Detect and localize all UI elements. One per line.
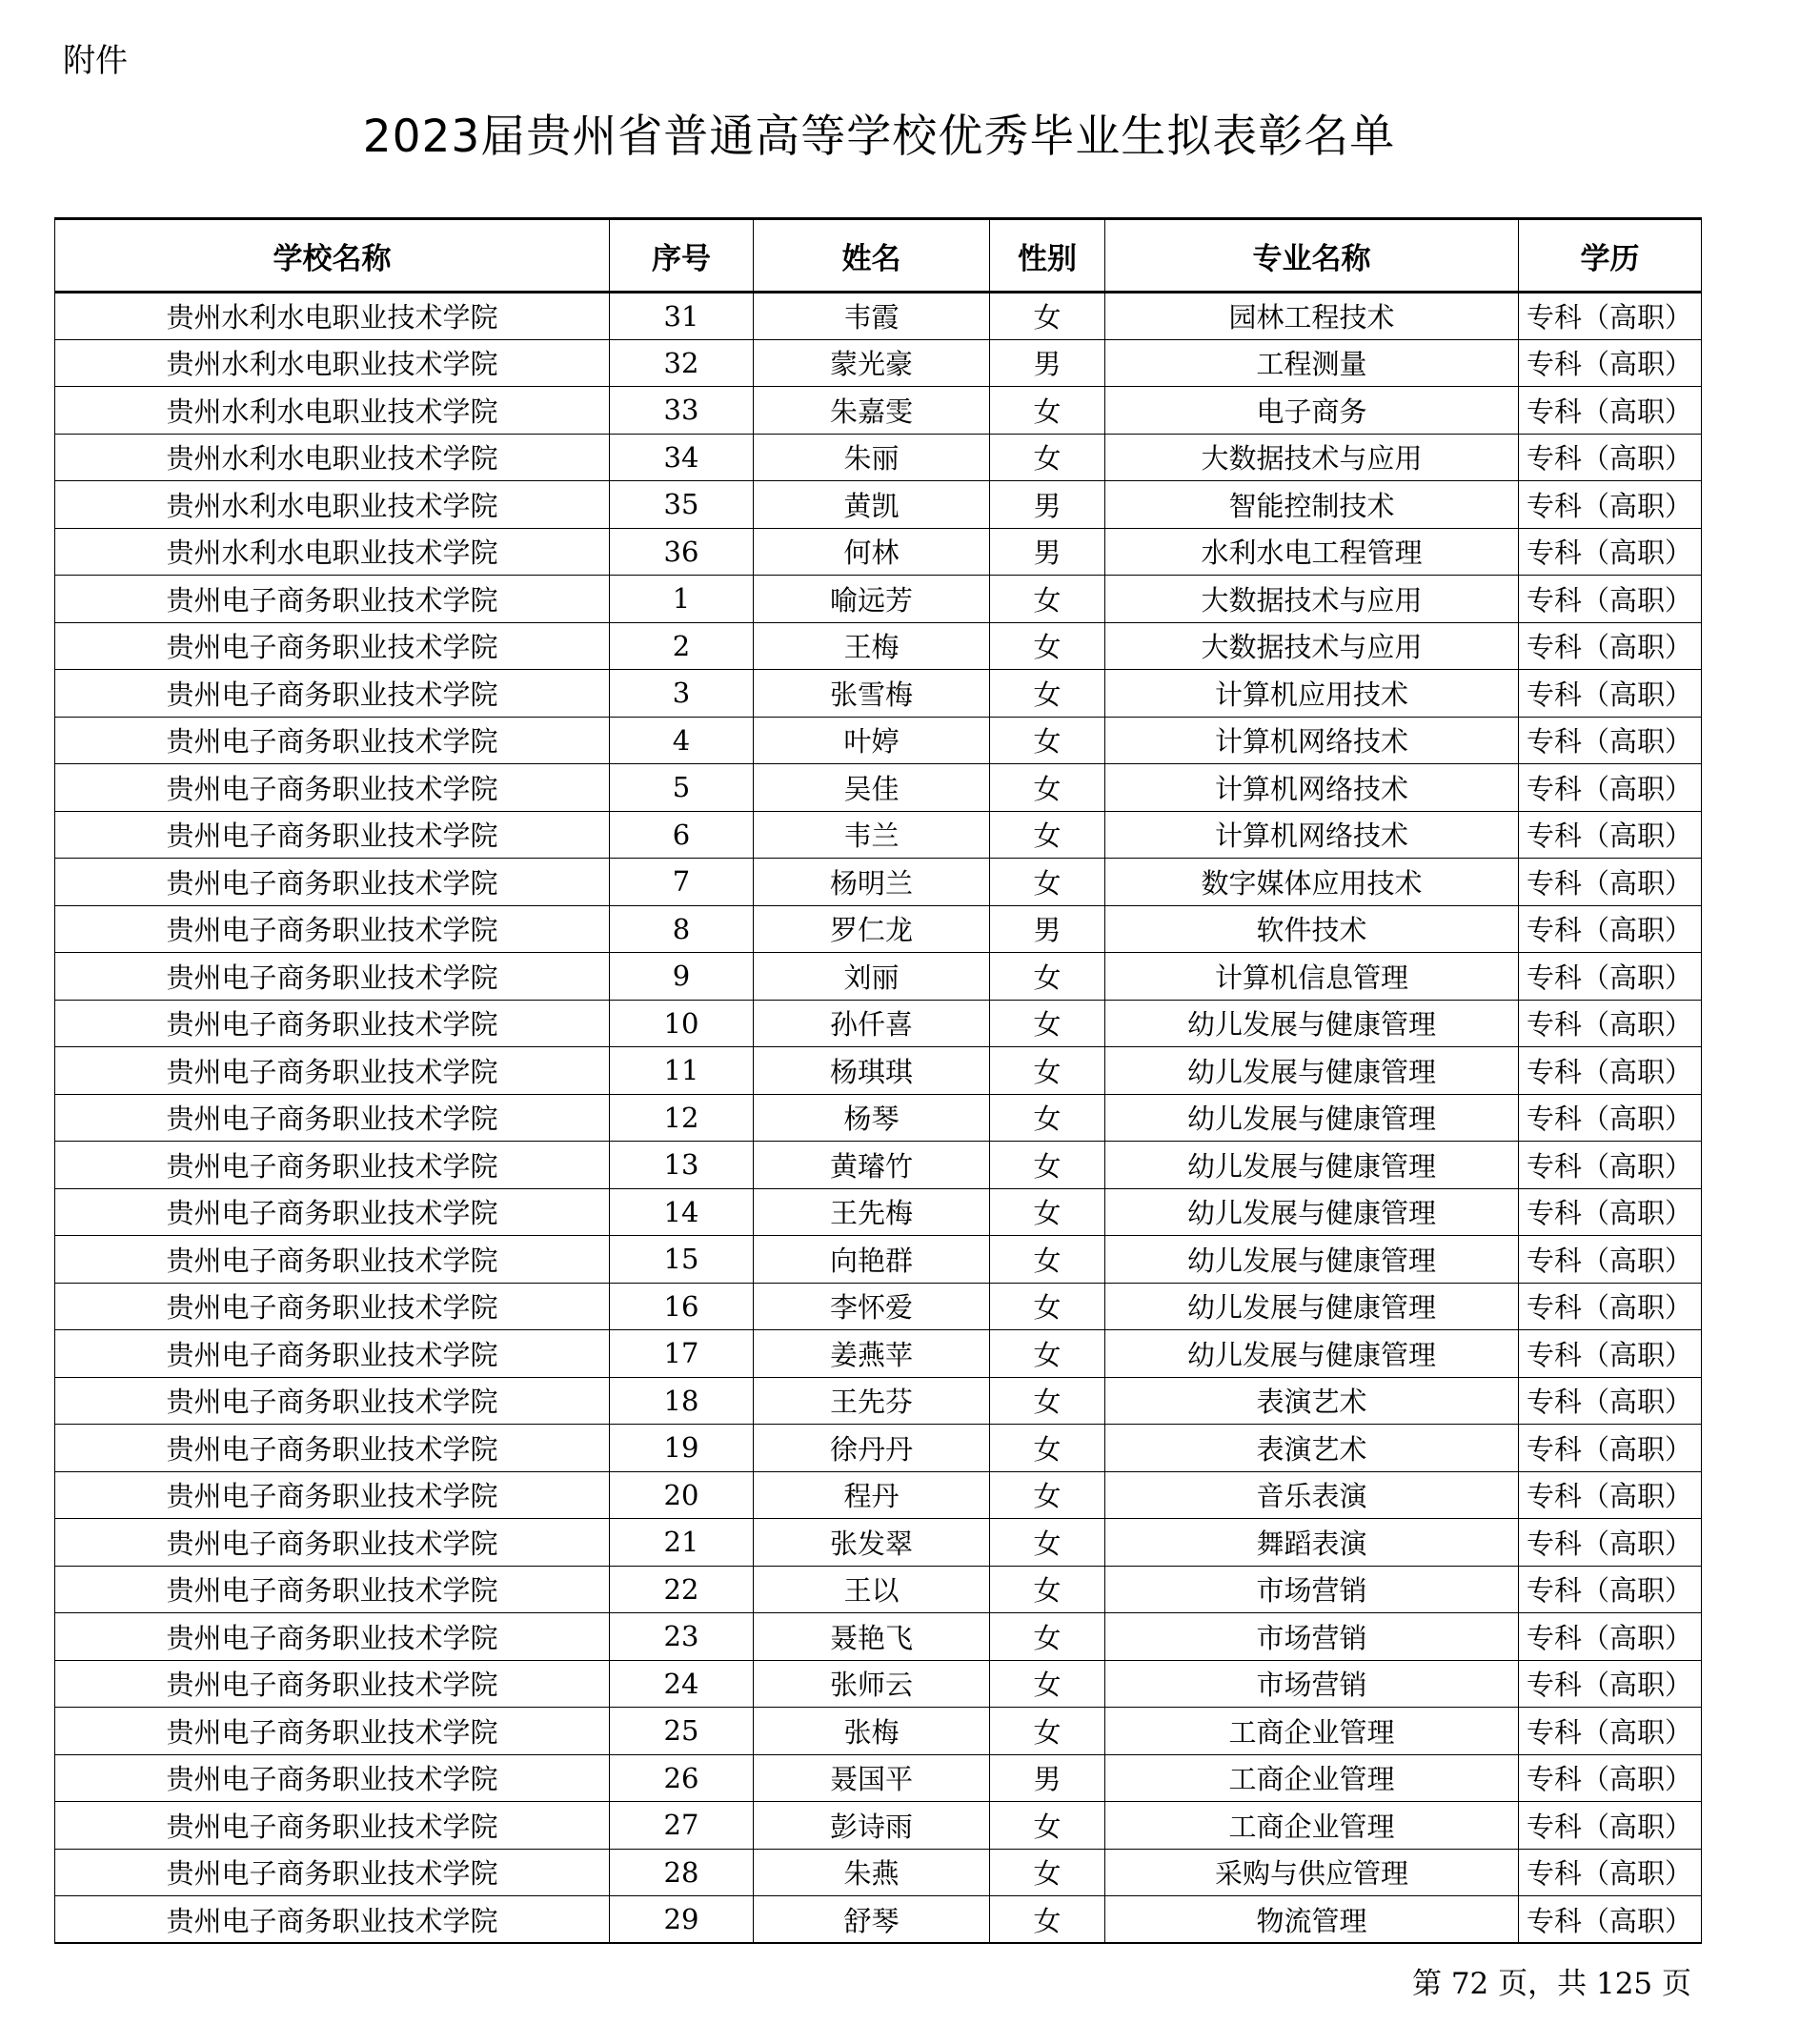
school-name-cell: 贵州电子商务职业技术学院: [55, 1802, 610, 1850]
table-row: [55, 434, 1702, 481]
serial-number-cell: 20: [610, 1471, 754, 1519]
table-row: [55, 1283, 1702, 1330]
serial-number-cell: 4: [610, 717, 754, 764]
student-name-cell: 朱丽: [754, 434, 990, 481]
table-row: [55, 1519, 1702, 1567]
degree-cell: 专科（高职）: [1519, 1000, 1702, 1047]
school-name-cell: 贵州电子商务职业技术学院: [55, 1425, 610, 1472]
gender-cell: 女: [990, 1613, 1105, 1661]
header-major: 专业名称: [1105, 219, 1519, 293]
school-name-cell: 贵州电子商务职业技术学院: [55, 1236, 610, 1284]
header-row: [55, 219, 1702, 293]
gender-cell: 男: [990, 1754, 1105, 1802]
gender-cell: 女: [990, 387, 1105, 435]
degree-cell: 专科（高职）: [1519, 1849, 1702, 1896]
major-cell: 表演艺术: [1105, 1425, 1519, 1472]
table-row: [55, 1330, 1702, 1378]
serial-number-cell: 27: [610, 1802, 754, 1850]
school-name-cell: 贵州电子商务职业技术学院: [55, 1566, 610, 1613]
school-name-cell: 贵州电子商务职业技术学院: [55, 905, 610, 953]
gender-cell: 女: [990, 1000, 1105, 1047]
table-row: [55, 1708, 1702, 1755]
table-row: [55, 1236, 1702, 1284]
table-body: [55, 293, 1702, 1944]
student-name-cell: 蒙光豪: [754, 339, 990, 387]
school-name-cell: 贵州电子商务职业技术学院: [55, 764, 610, 812]
student-name-cell: 王以: [754, 1566, 990, 1613]
student-name-cell: 吴佳: [754, 764, 990, 812]
table-row: [55, 1000, 1702, 1047]
school-name-cell: 贵州电子商务职业技术学院: [55, 1660, 610, 1708]
serial-number-cell: 25: [610, 1708, 754, 1755]
table-row: [55, 1471, 1702, 1519]
serial-number-cell: 21: [610, 1519, 754, 1567]
degree-cell: 专科（高职）: [1519, 293, 1702, 340]
header-school-name: 学校名称: [55, 219, 610, 293]
student-name-cell: 喻远芳: [754, 576, 990, 623]
degree-cell: 专科（高职）: [1519, 1613, 1702, 1661]
major-cell: 幼儿发展与健康管理: [1105, 1188, 1519, 1236]
header-serial-number: 序号: [610, 219, 754, 293]
school-name-cell: 贵州电子商务职业技术学院: [55, 1613, 610, 1661]
serial-number-cell: 2: [610, 622, 754, 670]
major-cell: 幼儿发展与健康管理: [1105, 1142, 1519, 1189]
major-cell: 市场营销: [1105, 1660, 1519, 1708]
degree-cell: 专科（高职）: [1519, 905, 1702, 953]
school-name-cell: 贵州电子商务职业技术学院: [55, 1708, 610, 1755]
table-header: [55, 219, 1702, 293]
serial-number-cell: 9: [610, 953, 754, 1001]
school-name-cell: 贵州水利水电职业技术学院: [55, 434, 610, 481]
school-name-cell: 贵州电子商务职业技术学院: [55, 670, 610, 718]
school-name-cell: 贵州电子商务职业技术学院: [55, 1896, 610, 1944]
table-row: [55, 339, 1702, 387]
serial-number-cell: 18: [610, 1377, 754, 1425]
table-row: [55, 905, 1702, 953]
degree-cell: 专科（高职）: [1519, 1142, 1702, 1189]
degree-cell: 专科（高职）: [1519, 1519, 1702, 1567]
student-name-cell: 黄璿竹: [754, 1142, 990, 1189]
student-name-cell: 杨琴: [754, 1094, 990, 1142]
degree-cell: 专科（高职）: [1519, 717, 1702, 764]
major-cell: 大数据技术与应用: [1105, 576, 1519, 623]
gender-cell: 女: [990, 670, 1105, 718]
gender-cell: 女: [990, 576, 1105, 623]
student-name-cell: 王先芬: [754, 1377, 990, 1425]
degree-cell: 专科（高职）: [1519, 1708, 1702, 1755]
student-name-cell: 王先梅: [754, 1188, 990, 1236]
major-cell: 大数据技术与应用: [1105, 434, 1519, 481]
gender-cell: 男: [990, 905, 1105, 953]
gender-cell: 女: [990, 1660, 1105, 1708]
degree-cell: 专科（高职）: [1519, 764, 1702, 812]
school-name-cell: 贵州电子商务职业技术学院: [55, 1142, 610, 1189]
school-name-cell: 贵州电子商务职业技术学院: [55, 1754, 610, 1802]
degree-cell: 专科（高职）: [1519, 1330, 1702, 1378]
school-name-cell: 贵州电子商务职业技术学院: [55, 622, 610, 670]
serial-number-cell: 34: [610, 434, 754, 481]
table-row: [55, 1377, 1702, 1425]
student-name-cell: 黄凯: [754, 481, 990, 529]
major-cell: 大数据技术与应用: [1105, 622, 1519, 670]
gender-cell: 女: [990, 1142, 1105, 1189]
degree-cell: 专科（高职）: [1519, 1802, 1702, 1850]
table-row: [55, 528, 1702, 576]
gender-cell: 女: [990, 1896, 1105, 1944]
degree-cell: 专科（高职）: [1519, 1094, 1702, 1142]
school-name-cell: 贵州电子商务职业技术学院: [55, 859, 610, 906]
school-name-cell: 贵州水利水电职业技术学院: [55, 528, 610, 576]
gender-cell: 女: [990, 434, 1105, 481]
student-name-cell: 姜燕苹: [754, 1330, 990, 1378]
table-row: [55, 1566, 1702, 1613]
serial-number-cell: 22: [610, 1566, 754, 1613]
degree-cell: 专科（高职）: [1519, 1896, 1702, 1944]
table-row: [55, 859, 1702, 906]
degree-cell: 专科（高职）: [1519, 481, 1702, 529]
table-row: [55, 1660, 1702, 1708]
degree-cell: 专科（高职）: [1519, 670, 1702, 718]
gender-cell: 男: [990, 339, 1105, 387]
table-row: [55, 1188, 1702, 1236]
table-row: [55, 670, 1702, 718]
student-name-cell: 韦霞: [754, 293, 990, 340]
major-cell: 音乐表演: [1105, 1471, 1519, 1519]
student-name-cell: 孙仟喜: [754, 1000, 990, 1047]
gender-cell: 女: [990, 717, 1105, 764]
table-row: [55, 293, 1702, 340]
major-cell: 计算机应用技术: [1105, 670, 1519, 718]
student-name-cell: 张师云: [754, 1660, 990, 1708]
table-row: [55, 953, 1702, 1001]
degree-cell: 专科（高职）: [1519, 1425, 1702, 1472]
gender-cell: 女: [990, 1330, 1105, 1378]
serial-number-cell: 13: [610, 1142, 754, 1189]
school-name-cell: 贵州电子商务职业技术学院: [55, 1000, 610, 1047]
table-row: [55, 1142, 1702, 1189]
student-name-cell: 彭诗雨: [754, 1802, 990, 1850]
student-name-cell: 杨琪琪: [754, 1047, 990, 1095]
major-cell: 幼儿发展与健康管理: [1105, 1283, 1519, 1330]
gender-cell: 女: [990, 1566, 1105, 1613]
school-name-cell: 贵州电子商务职业技术学院: [55, 1283, 610, 1330]
school-name-cell: 贵州电子商务职业技术学院: [55, 953, 610, 1001]
degree-cell: 专科（高职）: [1519, 387, 1702, 435]
student-name-cell: 聂艳飞: [754, 1613, 990, 1661]
student-name-cell: 向艳群: [754, 1236, 990, 1284]
serial-number-cell: 8: [610, 905, 754, 953]
major-cell: 幼儿发展与健康管理: [1105, 1000, 1519, 1047]
degree-cell: 专科（高职）: [1519, 1566, 1702, 1613]
gender-cell: 女: [990, 953, 1105, 1001]
degree-cell: 专科（高职）: [1519, 622, 1702, 670]
gender-cell: 女: [990, 1471, 1105, 1519]
major-cell: 软件技术: [1105, 905, 1519, 953]
major-cell: 采购与供应管理: [1105, 1849, 1519, 1896]
serial-number-cell: 14: [610, 1188, 754, 1236]
school-name-cell: 贵州电子商务职业技术学院: [55, 1471, 610, 1519]
major-cell: 工程测量: [1105, 339, 1519, 387]
serial-number-cell: 1: [610, 576, 754, 623]
degree-cell: 专科（高职）: [1519, 953, 1702, 1001]
student-name-cell: 李怀爱: [754, 1283, 990, 1330]
gender-cell: 女: [990, 1094, 1105, 1142]
serial-number-cell: 32: [610, 339, 754, 387]
serial-number-cell: 15: [610, 1236, 754, 1284]
student-name-cell: 聂国平: [754, 1754, 990, 1802]
major-cell: 幼儿发展与健康管理: [1105, 1047, 1519, 1095]
major-cell: 工商企业管理: [1105, 1754, 1519, 1802]
major-cell: 数字媒体应用技术: [1105, 859, 1519, 906]
school-name-cell: 贵州电子商务职业技术学院: [55, 1188, 610, 1236]
header-student-name: 姓名: [754, 219, 990, 293]
table-row: [55, 1849, 1702, 1896]
serial-number-cell: 17: [610, 1330, 754, 1378]
serial-number-cell: 12: [610, 1094, 754, 1142]
degree-cell: 专科（高职）: [1519, 1283, 1702, 1330]
table-row: [55, 811, 1702, 859]
serial-number-cell: 10: [610, 1000, 754, 1047]
school-name-cell: 贵州电子商务职业技术学院: [55, 1377, 610, 1425]
student-name-cell: 张梅: [754, 1708, 990, 1755]
major-cell: 表演艺术: [1105, 1377, 1519, 1425]
gender-cell: 女: [990, 293, 1105, 340]
student-name-cell: 何林: [754, 528, 990, 576]
table-row: [55, 387, 1702, 435]
gender-cell: 男: [990, 528, 1105, 576]
school-name-cell: 贵州电子商务职业技术学院: [55, 1519, 610, 1567]
table-row: [55, 622, 1702, 670]
header-gender: 性别: [990, 219, 1105, 293]
serial-number-cell: 16: [610, 1283, 754, 1330]
major-cell: 幼儿发展与健康管理: [1105, 1236, 1519, 1284]
serial-number-cell: 28: [610, 1849, 754, 1896]
gender-cell: 女: [990, 1283, 1105, 1330]
serial-number-cell: 36: [610, 528, 754, 576]
serial-number-cell: 3: [610, 670, 754, 718]
serial-number-cell: 29: [610, 1896, 754, 1944]
table-row: [55, 1896, 1702, 1944]
degree-cell: 专科（高职）: [1519, 1377, 1702, 1425]
attachment-label: 附件: [63, 42, 128, 80]
school-name-cell: 贵州电子商务职业技术学院: [55, 1849, 610, 1896]
document-title: 2023届贵州省普通高等学校优秀毕业生拟表彰名单: [362, 111, 1396, 163]
gender-cell: 女: [990, 1236, 1105, 1284]
major-cell: 电子商务: [1105, 387, 1519, 435]
degree-cell: 专科（高职）: [1519, 1754, 1702, 1802]
major-cell: 工商企业管理: [1105, 1708, 1519, 1755]
gender-cell: 女: [990, 1802, 1105, 1850]
gender-cell: 女: [990, 1188, 1105, 1236]
gender-cell: 女: [990, 1519, 1105, 1567]
table-row: [55, 764, 1702, 812]
school-name-cell: 贵州水利水电职业技术学院: [55, 481, 610, 529]
school-name-cell: 贵州电子商务职业技术学院: [55, 576, 610, 623]
major-cell: 计算机网络技术: [1105, 717, 1519, 764]
gender-cell: 女: [990, 1047, 1105, 1095]
student-name-cell: 杨明兰: [754, 859, 990, 906]
major-cell: 园林工程技术: [1105, 293, 1519, 340]
student-name-cell: 刘丽: [754, 953, 990, 1001]
serial-number-cell: 31: [610, 293, 754, 340]
degree-cell: 专科（高职）: [1519, 434, 1702, 481]
major-cell: 物流管理: [1105, 1896, 1519, 1944]
major-cell: 市场营销: [1105, 1613, 1519, 1661]
degree-cell: 专科（高职）: [1519, 811, 1702, 859]
major-cell: 计算机网络技术: [1105, 811, 1519, 859]
school-name-cell: 贵州水利水电职业技术学院: [55, 387, 610, 435]
graduate-roster-table: [54, 217, 1702, 1944]
serial-number-cell: 11: [610, 1047, 754, 1095]
major-cell: 市场营销: [1105, 1566, 1519, 1613]
student-name-cell: 张发翠: [754, 1519, 990, 1567]
gender-cell: 女: [990, 1425, 1105, 1472]
serial-number-cell: 33: [610, 387, 754, 435]
table-row: [55, 1613, 1702, 1661]
table-row: [55, 1094, 1702, 1142]
serial-number-cell: 6: [610, 811, 754, 859]
degree-cell: 专科（高职）: [1519, 339, 1702, 387]
major-cell: 计算机信息管理: [1105, 953, 1519, 1001]
degree-cell: 专科（高职）: [1519, 1188, 1702, 1236]
gender-cell: 女: [990, 811, 1105, 859]
student-name-cell: 徐丹丹: [754, 1425, 990, 1472]
major-cell: 舞蹈表演: [1105, 1519, 1519, 1567]
header-degree: 学历: [1519, 219, 1702, 293]
degree-cell: 专科（高职）: [1519, 1660, 1702, 1708]
student-name-cell: 程丹: [754, 1471, 990, 1519]
gender-cell: 女: [990, 1708, 1105, 1755]
major-cell: 智能控制技术: [1105, 481, 1519, 529]
student-name-cell: 朱嘉雯: [754, 387, 990, 435]
serial-number-cell: 24: [610, 1660, 754, 1708]
serial-number-cell: 5: [610, 764, 754, 812]
serial-number-cell: 19: [610, 1425, 754, 1472]
student-name-cell: 韦兰: [754, 811, 990, 859]
table-row: [55, 1047, 1702, 1095]
page-number: 第 72 页，共 125 页: [1411, 1967, 1691, 2001]
major-cell: 计算机网络技术: [1105, 764, 1519, 812]
degree-cell: 专科（高职）: [1519, 528, 1702, 576]
student-name-cell: 朱燕: [754, 1849, 990, 1896]
gender-cell: 女: [990, 622, 1105, 670]
student-name-cell: 叶婷: [754, 717, 990, 764]
serial-number-cell: 7: [610, 859, 754, 906]
gender-cell: 男: [990, 481, 1105, 529]
major-cell: 工商企业管理: [1105, 1802, 1519, 1850]
student-name-cell: 罗仁龙: [754, 905, 990, 953]
gender-cell: 女: [990, 1377, 1105, 1425]
table-row: [55, 1425, 1702, 1472]
major-cell: 幼儿发展与健康管理: [1105, 1330, 1519, 1378]
major-cell: 幼儿发展与健康管理: [1105, 1094, 1519, 1142]
student-name-cell: 舒琴: [754, 1896, 990, 1944]
degree-cell: 专科（高职）: [1519, 1047, 1702, 1095]
degree-cell: 专科（高职）: [1519, 1236, 1702, 1284]
student-name-cell: 张雪梅: [754, 670, 990, 718]
school-name-cell: 贵州水利水电职业技术学院: [55, 339, 610, 387]
serial-number-cell: 26: [610, 1754, 754, 1802]
degree-cell: 专科（高职）: [1519, 859, 1702, 906]
school-name-cell: 贵州电子商务职业技术学院: [55, 1047, 610, 1095]
serial-number-cell: 35: [610, 481, 754, 529]
table-row: [55, 481, 1702, 529]
degree-cell: 专科（高职）: [1519, 576, 1702, 623]
table-row: [55, 576, 1702, 623]
school-name-cell: 贵州水利水电职业技术学院: [55, 293, 610, 340]
gender-cell: 女: [990, 764, 1105, 812]
student-name-cell: 王梅: [754, 622, 990, 670]
school-name-cell: 贵州电子商务职业技术学院: [55, 1094, 610, 1142]
serial-number-cell: 23: [610, 1613, 754, 1661]
gender-cell: 女: [990, 859, 1105, 906]
table-row: [55, 1754, 1702, 1802]
school-name-cell: 贵州电子商务职业技术学院: [55, 1330, 610, 1378]
table-row: [55, 717, 1702, 764]
major-cell: 水利水电工程管理: [1105, 528, 1519, 576]
school-name-cell: 贵州电子商务职业技术学院: [55, 811, 610, 859]
gender-cell: 女: [990, 1849, 1105, 1896]
school-name-cell: 贵州电子商务职业技术学院: [55, 717, 610, 764]
table-row: [55, 1802, 1702, 1850]
degree-cell: 专科（高职）: [1519, 1471, 1702, 1519]
